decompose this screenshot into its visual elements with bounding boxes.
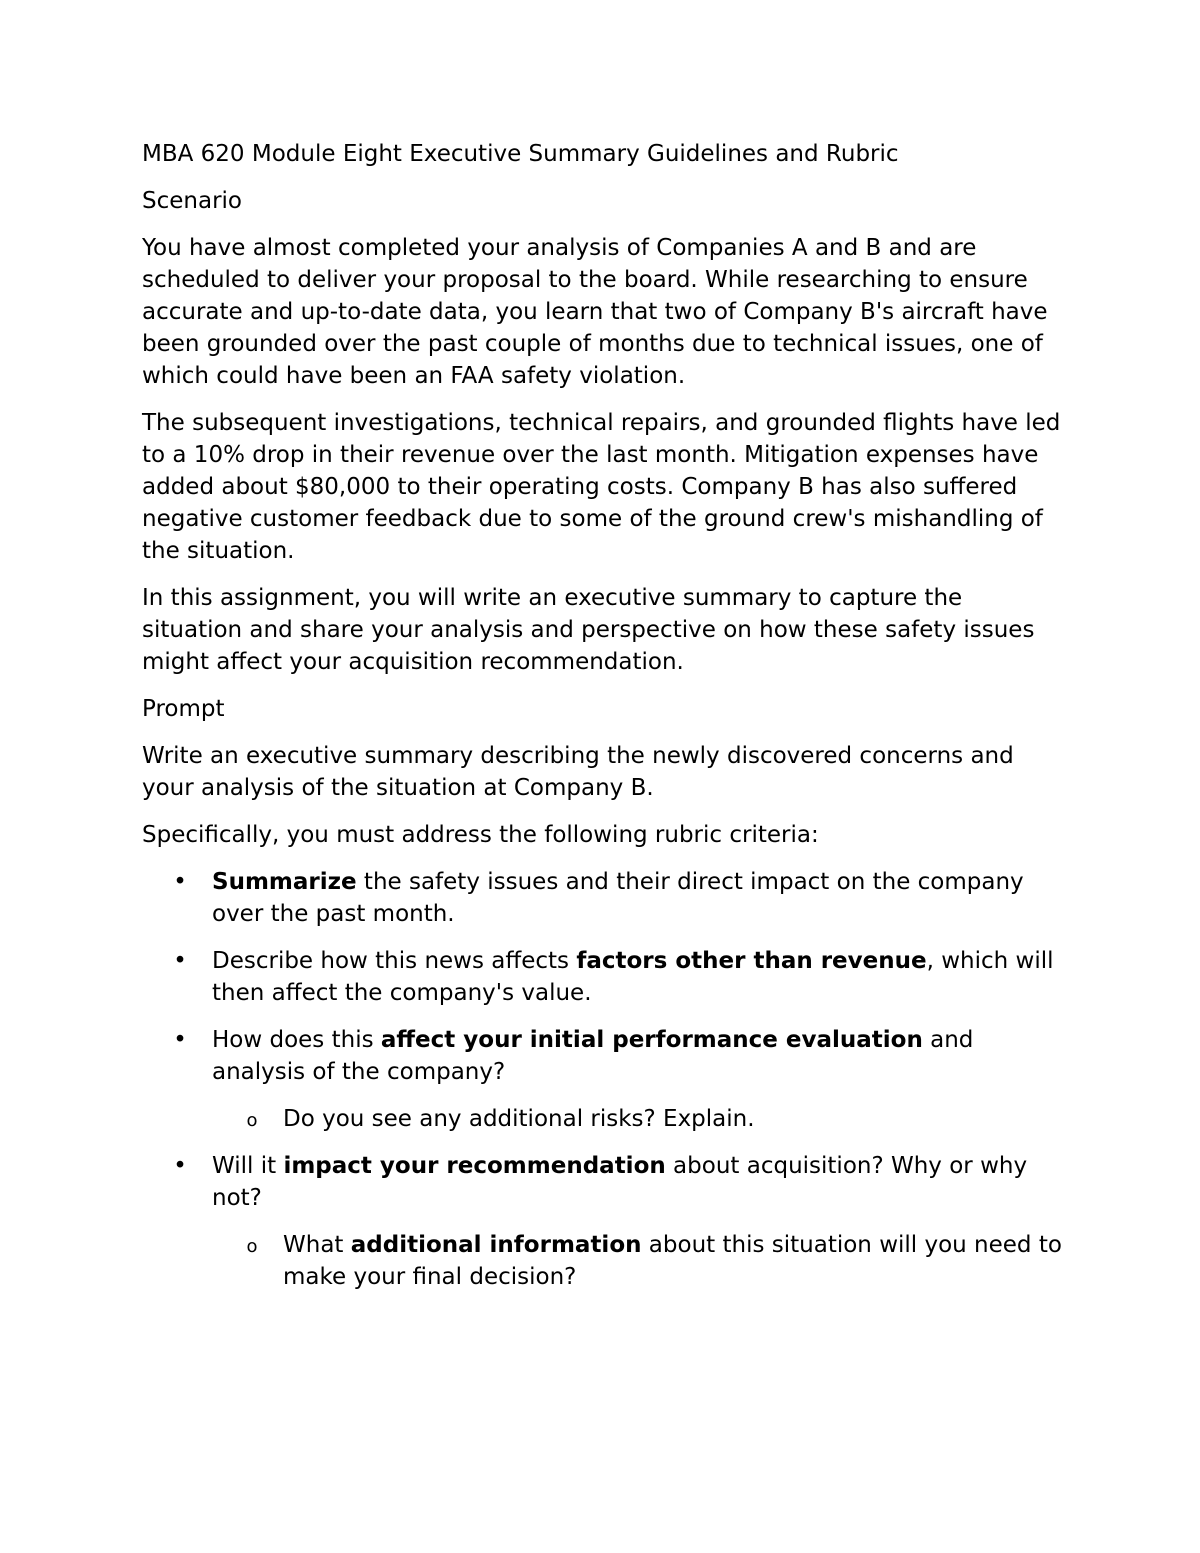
scenario-paragraph-3: In this assignment, you will write an executive summary to capture the situation and share your analysis and perspective on how these safety issues might affect your acquisition recommendation. [142, 585, 1035, 675]
rubric-item-post: and analysis of the company? [212, 1027, 974, 1085]
rubric-subitem-text: Do you see any additional risks? Explain. [283, 1106, 755, 1132]
rubric-item-keyword: factors other than revenue [576, 948, 927, 974]
rubric-subitem-pre: What [283, 1232, 351, 1258]
rubric-item-keyword: Summarize [212, 869, 357, 895]
bullet-icon: • [173, 948, 187, 974]
rubric-item-summarize [142, 866, 1067, 930]
rubric-item-recommendation [142, 1150, 1067, 1293]
scenario-heading: Scenario [142, 188, 242, 214]
rubric-subitem-post: about this situation will you need to make your final decision? [283, 1232, 1062, 1290]
prompt-paragraph-1: Write an executive summary describing the newly discovered concerns and your analysis of the situation at Company B. [142, 743, 1014, 801]
rubric-subitem-additional-information [212, 1229, 1067, 1293]
bullet-icon: • [173, 869, 187, 895]
bullet-icon: • [173, 1027, 187, 1053]
rubric-item-post: the safety issues and their direct impact on the company over the past month. [212, 869, 1024, 927]
circle-bullet-icon: o [246, 1236, 258, 1257]
rubric-subitem-list [212, 1103, 1067, 1135]
rubric-subitem-keyword: additional information [350, 1232, 642, 1258]
scenario-paragraph-1: You have almost completed your analysis of Companies A and B and are scheduled to deliver your proposal to the board. While researching to ensure accurate and up-to-date data, you learn that two of Company B's aircraft have been grounded over the past couple of months due to technical issues, one of which could have been an FAA safety violation. [142, 235, 1048, 389]
bullet-icon: • [173, 1153, 187, 1179]
rubric-item-keyword: affect your initial performance evaluation [380, 1027, 923, 1053]
rubric-subitem-list [212, 1229, 1067, 1293]
prompt-paragraph-2: Specifically, you must address the following rubric criteria: [142, 822, 819, 848]
rubric-item-post: , which will then affect the company's value. [212, 948, 1054, 1006]
rubric-item-other-factors [142, 945, 1067, 1009]
circle-bullet-icon: o [246, 1110, 258, 1131]
scenario-paragraph-2: The subsequent investigations, technical repairs, and grounded flights have led to a 10% drop in their revenue over the last month. Mitigation expenses have added about $80,000 to their operating costs. Company B has also suffered negative customer feedback due to some of the ground crew's mishandling of the situation. [142, 410, 1061, 564]
rubric-item-performance-evaluation [142, 1024, 1067, 1135]
document-title: MBA 620 Module Eight Executive Summary Guidelines and Rubric [142, 141, 899, 167]
rubric-item-pre: Will it [212, 1153, 284, 1179]
document-page [142, 138, 1067, 1308]
rubric-item-pre: Describe how this news affects [212, 948, 577, 974]
rubric-item-post: about acquisition? Why or why not? [212, 1153, 1028, 1211]
prompt-heading: Prompt [142, 696, 225, 722]
rubric-item-pre: How does this [212, 1027, 381, 1053]
rubric-criteria-list [142, 866, 1067, 1293]
rubric-item-keyword: impact your recommendation [283, 1153, 666, 1179]
rubric-subitem-additional-risks [212, 1103, 1067, 1135]
